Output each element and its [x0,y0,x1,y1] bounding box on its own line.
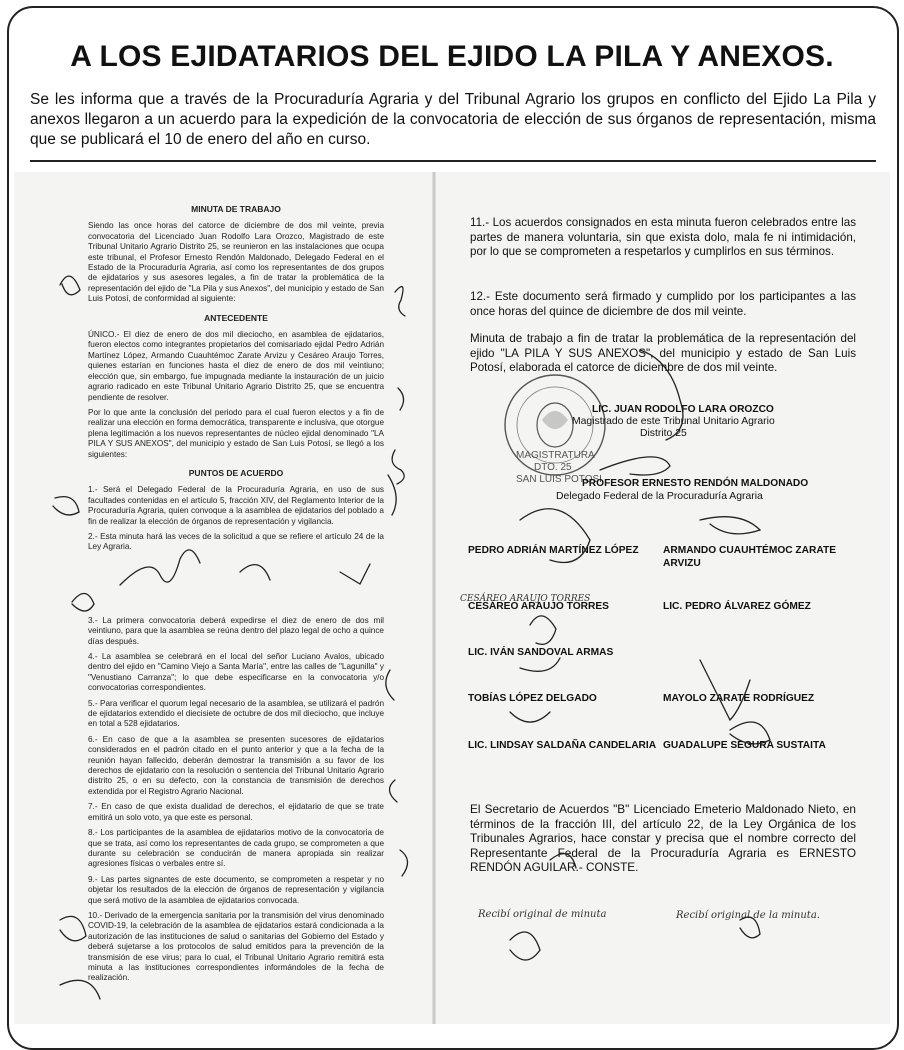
punto-2: 2.- Esta minuta hará las veces de la solicitud a que se refiere el artículo 24 de la Ley Agraria. [88,531,384,552]
signer-name: LIC. LINDSAY SALDAÑA CANDELARIA [468,740,657,751]
delegado-title: Delegado Federal de la Procuraduría Agraria [556,491,763,502]
magistrado-district: Distrito 25 [640,428,687,439]
delegado-name: PROFESOR ERNESTO RENDÓN MALDONADO [582,478,809,489]
handwritten-note: Recibí original de la minuta. [676,910,820,921]
signer-name: ARMANDO CUAUHTÉMOC ZARATE [663,545,836,556]
stamp-line: DTO. 25 [534,462,572,473]
signer-name: PEDRO ADRIÁN MARTÍNEZ LÓPEZ [468,545,639,556]
minuta-opening: Siendo las once horas del catorce de diciembre de dos mil veinte, previa convocatoria del Licenciado Juan Rodolfo Lara Orozco, Magistrado de este Tribunal Unitario Agrario Distrito 25, se reunieron en las instalaciones que ocupa este tribunal, el Profesor Ernesto Rendón Maldonado, Delegado Federal en el Estado de la Procuraduría Agraria, así como los representantes de dos grupos de ejidatarios y sus asesores legales, a fin de tratar la problemática de la representación del ejido de "La Pila y sus Anexos", del municipio y estado de San Luis Potosí, de conformidad al siguiente: [88,221,384,304]
magistrado-name: LIC. JUAN RODOLFO LARA OROZCO [592,404,774,415]
signer-name: ARVIZU [663,558,701,569]
por-lo-que: Por lo que ante la conclusión del periodo para el cual fueron electos y a fin de realizar una elección en forma democrática, transparente e inclusiva, que otorgue plena legitimación a los nuevos representantes de núcleo ejidal denominado "LA PILA Y SUS ANEXOS", del municipio y estado de San Luis Potosí, se llegó a los siguientes: [88,407,384,459]
punto-5: 5.- Para verificar el quorum legal necesario de la asamblea, se utilizará el padrón de ejidatarios extendido el diecisiete de octubre de dos mil dieciocho, que incluye en total a 528 ejidatarios. [88,698,384,729]
punto-12: 12.- Este documento será firmado y cumplido por los participantes a las once horas del quince de diciembre de dos mil veinte. [470,290,856,318]
page-title: A LOS EJIDATARIOS DEL EJIDO LA PILA Y ANEXOS. [70,40,834,73]
punto-8: 8.- Los participantes de la asamblea de ejidatarios motivo de la convocatoria de que se trata, así como los representantes de cada grupo, se comprometen a que durante su celebración se conducirán de manera apropiada sin realizar agresiones físicas o verbales entre sí. [88,828,384,869]
punto-10: 10.- Derivado de la emergencia sanitaria por la transmisión del virus denominado COVID-19, la celebración de la asamblea de ejidatarios estará condicionada a la autorización de las instituciones de salud o sanitarias del Gobierno del Estado y deberá sujetarse a los protocolos de salud emitidos para la prevención de la transmisión de ese virus; para lo cual, el Tribunal Unitario Agrario remitirá esta minuta a las instituciones correspondientes informándoles de la fecha de realización. [88,910,384,983]
punto-4: 4.- La asamblea se celebrará en el local del señor Luciano Avalos, ubicado dentro del ejido en "Camino Viejo a Santa María", entre las calles de "Lagunilla" y "Venustiano Carranza"; lo que debe especificarse en la convocatoria y/o convocatorias correspondientes. [88,652,384,693]
puntos-heading: PUNTOS DE ACUERDO [188,467,284,478]
handwritten-note: Recibí original de minuta [478,909,607,920]
minuta-heading: MINUTA DE TRABAJO [191,204,281,214]
signer-name: TOBÍAS LÓPEZ DELGADO [468,693,597,704]
antecedente-unico: ÚNICO.- El diez de enero de dos mil dieciocho, en asamblea de ejidatarios, fueron electos como integrantes propietarios del comisariado ejidal Pedro Adrián Martínez López, Armando Cuauhtémoc Zarate Arvizu y Cesáreo Araujo Torres, quienes estarían en funciones hasta el diez de enero de dos mil veintiuno; elección que, sin embargo, fue impugnada mediante la instauración de un juicio agrario radicado en este Tribunal Unitario Agrario Distrito 25, que se encuentra pendiente de resolver. [88,330,384,402]
signer-name: CESÁREO ARAUJO TORRES [468,601,609,612]
secretario-note: El Secretario de Acuerdos "B" Licenciado Emeterio Maldonado Nieto, en términos de la fracción III, del artículo 22, de la Ley Orgánica de los Tribunales Agrarios, hace constar y precisa que el nombre correcto del Representante Federal de la Procuraduría Agraria es ERNESTO RENDÓN AGUILAR.- CONSTE. [470,802,856,874]
stamp-line: SAN LUIS POTOSI [516,474,602,485]
antecedente-heading: ANTECEDENTE [204,312,268,323]
handwritten-name: CESÁREO ARAUJO TORRES [460,594,591,604]
punto-7: 7.- En caso de que exista dualidad de derechos, el ejidatario de que se trate emitirá un solo voto, ya que este es personal. [88,802,384,822]
signer-name: LIC. PEDRO ÁLVAREZ GÓMEZ [663,601,811,612]
magistrado-title: Magistrado de este Tribunal Unitario Agrario [572,416,775,427]
punto-11: 11.- Los acuerdos consignados en esta minuta fueron celebrados entre las partes de manera voluntaria, sin que exista dolo, mala fe ni intimidación, por lo que se comprometen a respetarlos y cumplirlos en sus términos. [470,216,856,258]
signer-name: LIC. IVÁN SANDOVAL ARMAS [468,647,614,658]
signer-name: MAYOLO ZARATE RODRÍGUEZ [663,693,815,704]
punto-1: 1.- Será el Delegado Federal de la Procuraduría Agraria, en uso de sus facultades contenidas en el artículo 5, fracción XIV, del Reglamento Interior de la Procuraduría Agraria, quien convoque a la asamblea de ejidatarios del poblado a fin de realizar la elección de órganos de representación y vigilancia. [88,485,384,526]
stamp-line: MAGISTRATURA [516,450,595,461]
punto-9: 9.- Las partes signantes de este documento, se comprometen a respetar y no objetar los resultados de la elección de órganos de representación y vigilancia que será motivo de la asamblea de ejidatarios convocada. [88,874,384,905]
punto-6: 6.- En caso de que a la asamblea se presenten sucesores de ejidatarios considerados en el padrón citado en el punto anterior y que a la fecha de la reunión hayan fallecido, deberán demostrar la transmisión a su favor de los derechos de ejidatario con la resolución o sentencia del Tribunal Unitario Agrario distrito 25, o en su defecto, con la constancia de transmisión de derechos extendida por el Registro Agrario Nacional. [88,734,384,796]
intro-text: Se les informa que a través de la Procuraduría Agraria y del Tribunal Agrario los grupos en conflicto del Ejido La Pila y anexos llegaron a un acuerdo para la expedición de la convocatoria de elección de sus órganos de representación, misma que se publicará el 10 de enero del año en curso. [30,91,876,148]
minuta-closing: Minuta de trabajo a fin de tratar la problemática de la representación del ejido "LA PILA Y SUS ANEXOS", del municipio y estado de San Luis Potosí, elaborada el catorce de diciembre de dos mil veinte. [470,332,856,374]
initial-signature [60,276,80,295]
signer-name: GUADALUPE SEGURA SUSTAITA [663,740,826,751]
punto-3: 3.- La primera convocatoria deberá expedirse el diez de enero de dos mil veintiuno, para que la asamblea se reúna dentro del plazo legal de ocho a quince días después. [88,615,384,646]
